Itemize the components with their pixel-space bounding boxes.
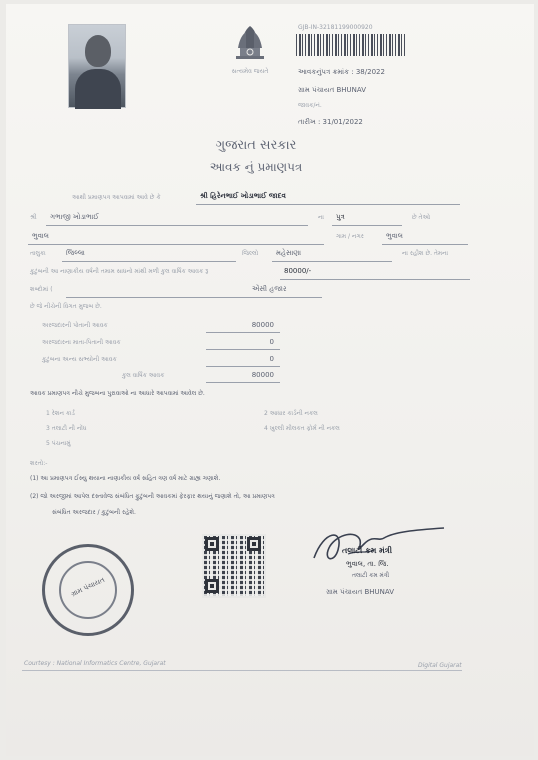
village-label: ગામ / નગર [336,233,364,240]
certificate-title: આવક નું પ્રમાણપત્ર [209,160,303,174]
income-row-label: અરજદારની પોતાની આવક [42,322,108,329]
evidence-item: 2 આધાર કાર્ડની નકલ [264,410,318,417]
qr-code [202,534,266,598]
qr-finder [247,537,261,551]
evidence-heading: આવક પ્રમાણપત્ર નીચે મુજબના પુરાવાઓ ના આધારે આપવામાં આવેલ છે. [30,390,205,397]
income-text: કુટુંબની આ નાણાકીય વર્ષની તમામ સાધનો માંથી મળી કુલ વાર્ષિક આવક રૂ [30,268,209,275]
signatory-panchayat: ગ્રામ પંચાયત BHUNAV [326,588,395,596]
taluka-value: મહેસાણા [276,249,302,257]
village-value: ભુવાલ [386,232,403,240]
footer-courtesy: Courtesy : National Informatics Centre, Gujarat [24,660,166,667]
details-label: છે જે નીચેની વિગત મુજબ છે. [30,303,102,310]
qr-finder [205,579,219,593]
footer-digital-gujarat: Digital Gujarat [418,662,462,669]
qr-finder [205,537,219,551]
note-1: (1) આ પ્રમાણપત્ર ઈસ્યુ થયાના નાણાકીય વર્ષ સહિત ત્રણ વર્ષ માટે ગ્રાહ્ય ગણાશે. [30,475,221,482]
district-prefix: જિલ્લા [66,249,85,257]
words-value: એંસી હજાર [252,285,287,293]
place-1: ભુવાલ [32,232,49,240]
district-value: જિલ્લો [242,250,259,257]
photo-body [75,69,121,109]
notes-heading: શરતો:- [30,460,48,467]
govt-title: ગુજરાત સરકાર [215,138,297,153]
emblem-caption: સત્યમેવ જયતે [231,68,269,75]
income-row-value: 80000 [251,321,274,329]
relation-value: પુત્ર [336,213,345,221]
income-row-label: કુટુંબના અન્ય સભ્યોની આવક [42,356,117,363]
signatory-designation: તલાટી કમ મંત્રી [342,546,392,555]
issue-date: તારીખ : 31/01/2022 [298,118,363,126]
certificate-sheet [6,4,534,756]
applicant-photo [68,24,126,108]
taluka-label: તાલુકા [30,250,46,257]
relation-prefix: શ્રી [30,214,37,221]
relation-label: ના [318,214,324,221]
signatory-place: ભુવાલ, તા. જિ. [346,560,389,568]
father-name: ગભાજી ખોડાભાઈ [50,213,99,221]
income-row-value: 0 [269,355,274,363]
certify-prefix: આથી પ્રમાણપત્ર આપવામાં આવે છે કે [72,194,161,201]
signatory-designation-2: તલાટી કમ મંત્રી [352,572,390,579]
note-2b: સંબંધિત અરજદાર / કુટુંબની રહેશે. [52,509,136,516]
income-total-value: 80000 [251,371,274,379]
certificate-number: આવકનુંપત્ર ક્રમાંક : 38/2022 [298,68,385,76]
national-emblem-icon [230,18,270,66]
outward-number: જાવક/નં. [298,102,322,109]
words-label: શબ્દોમાં ( [30,286,53,293]
photo-head [85,35,111,67]
income-row-value: 0 [269,338,274,346]
evidence-item: 4 ખુલ્લી મીલકત ફોર્મ ની નકલ [264,425,340,432]
stamp-text: ગ્રામ પંચાયત [69,575,106,599]
barcode-number: GJB-IN-32181199000920 [298,24,373,31]
income-value: 80000/- [284,267,312,275]
official-stamp [42,544,134,636]
village-panchayat: ગ્રામ પંચાયત BHUNAV [298,86,367,94]
barcode [296,34,406,56]
note-2a: (2) જો અરજીમાં આપેલ દસ્તાવેજ સંબંધિત ફુટુંબની આવકમાં ફેરફાર થયાનું જણાશે તો, આ પ્રમાણપત્ર [30,493,275,500]
resident-suffix: ના રહીશ છે. તેમના [402,250,449,257]
income-row-label: અરજદારના માતા-પિતાની આવક [42,339,121,346]
evidence-item: 1 રેશન કાર્ડ [46,410,75,417]
evidence-item: 5 પંચનામું [46,440,71,447]
resident-label: છે તેઓ [412,214,431,221]
income-total-label: કુલ વાર્ષિક આવક [122,372,165,379]
evidence-item: 3 તલાટી ની નોંધ [46,425,87,432]
applicant-name: શ્રી હિરેનભાઈ ખોડાભાઈ જાદવ [200,192,286,200]
